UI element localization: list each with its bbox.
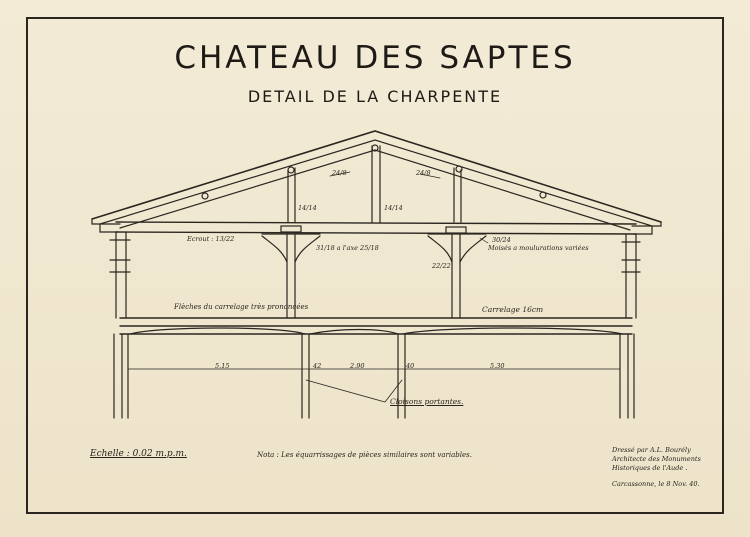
dim-mid-a: 42	[313, 362, 322, 370]
ecrou-label: Ecrout : 13/22	[187, 235, 235, 243]
note-text: Nota : Les équarrissages de pièces similaires sont variables.	[257, 451, 472, 459]
signature-date: Carcassonne, le 8 Nov. 40.	[612, 480, 700, 488]
tie-beam-label: 31/18 a l'axe 25/18	[316, 244, 379, 252]
floor-slab	[120, 318, 632, 334]
right-bracket	[428, 234, 486, 262]
dim-mid: 2.90	[350, 362, 365, 370]
floor-right-label: Carrelage 16cm	[482, 305, 544, 314]
lower-right-wall	[620, 334, 634, 418]
floor-left-label: Flèches du carrelage très prononcées	[174, 303, 309, 311]
drawing-title: CHATEAU DES SAPTES	[174, 40, 576, 76]
left-eave	[92, 219, 120, 232]
dim-right: 5.30	[490, 362, 505, 370]
beams-label: Cloisons portantes.	[390, 397, 464, 406]
roof-outline	[92, 131, 661, 222]
rafter-left-label: 24/8	[332, 169, 347, 177]
post-right-label: 22/22	[432, 262, 451, 270]
post-left-label: 14/14	[298, 204, 317, 212]
left-wall	[110, 232, 130, 318]
corbel-note: Moisés a moulurations variées	[488, 244, 589, 252]
lower-left-wall	[114, 334, 128, 418]
drawing-subtitle: DETAIL DE LA CHARPENTE	[247, 87, 503, 106]
rafter-right-label: 24/8	[416, 169, 431, 177]
left-bracket	[262, 234, 320, 262]
dim-left: 5.15	[215, 362, 230, 370]
signature-line-3: Historiques de l'Aude .	[612, 464, 688, 472]
signature-line-1: Dressé par A.L. Bourély	[612, 446, 691, 454]
dim-mid-b: 40	[406, 362, 415, 370]
rafter-lower	[120, 150, 630, 230]
right-wall	[622, 234, 640, 318]
tie-beam	[116, 222, 636, 234]
right-post	[452, 234, 460, 318]
floor-arches	[130, 328, 622, 334]
scale-label: Echelle : 0.02 m.p.m.	[90, 449, 187, 459]
post-center-label: 14/14	[384, 204, 403, 212]
signature-line-2: Architecte des Monuments	[612, 455, 701, 463]
lower-partition-a	[302, 334, 309, 418]
beam-leader	[306, 380, 402, 402]
corbel-label: 30/24	[492, 236, 511, 244]
roof-inner-slope	[100, 140, 652, 226]
king-post	[372, 146, 380, 222]
